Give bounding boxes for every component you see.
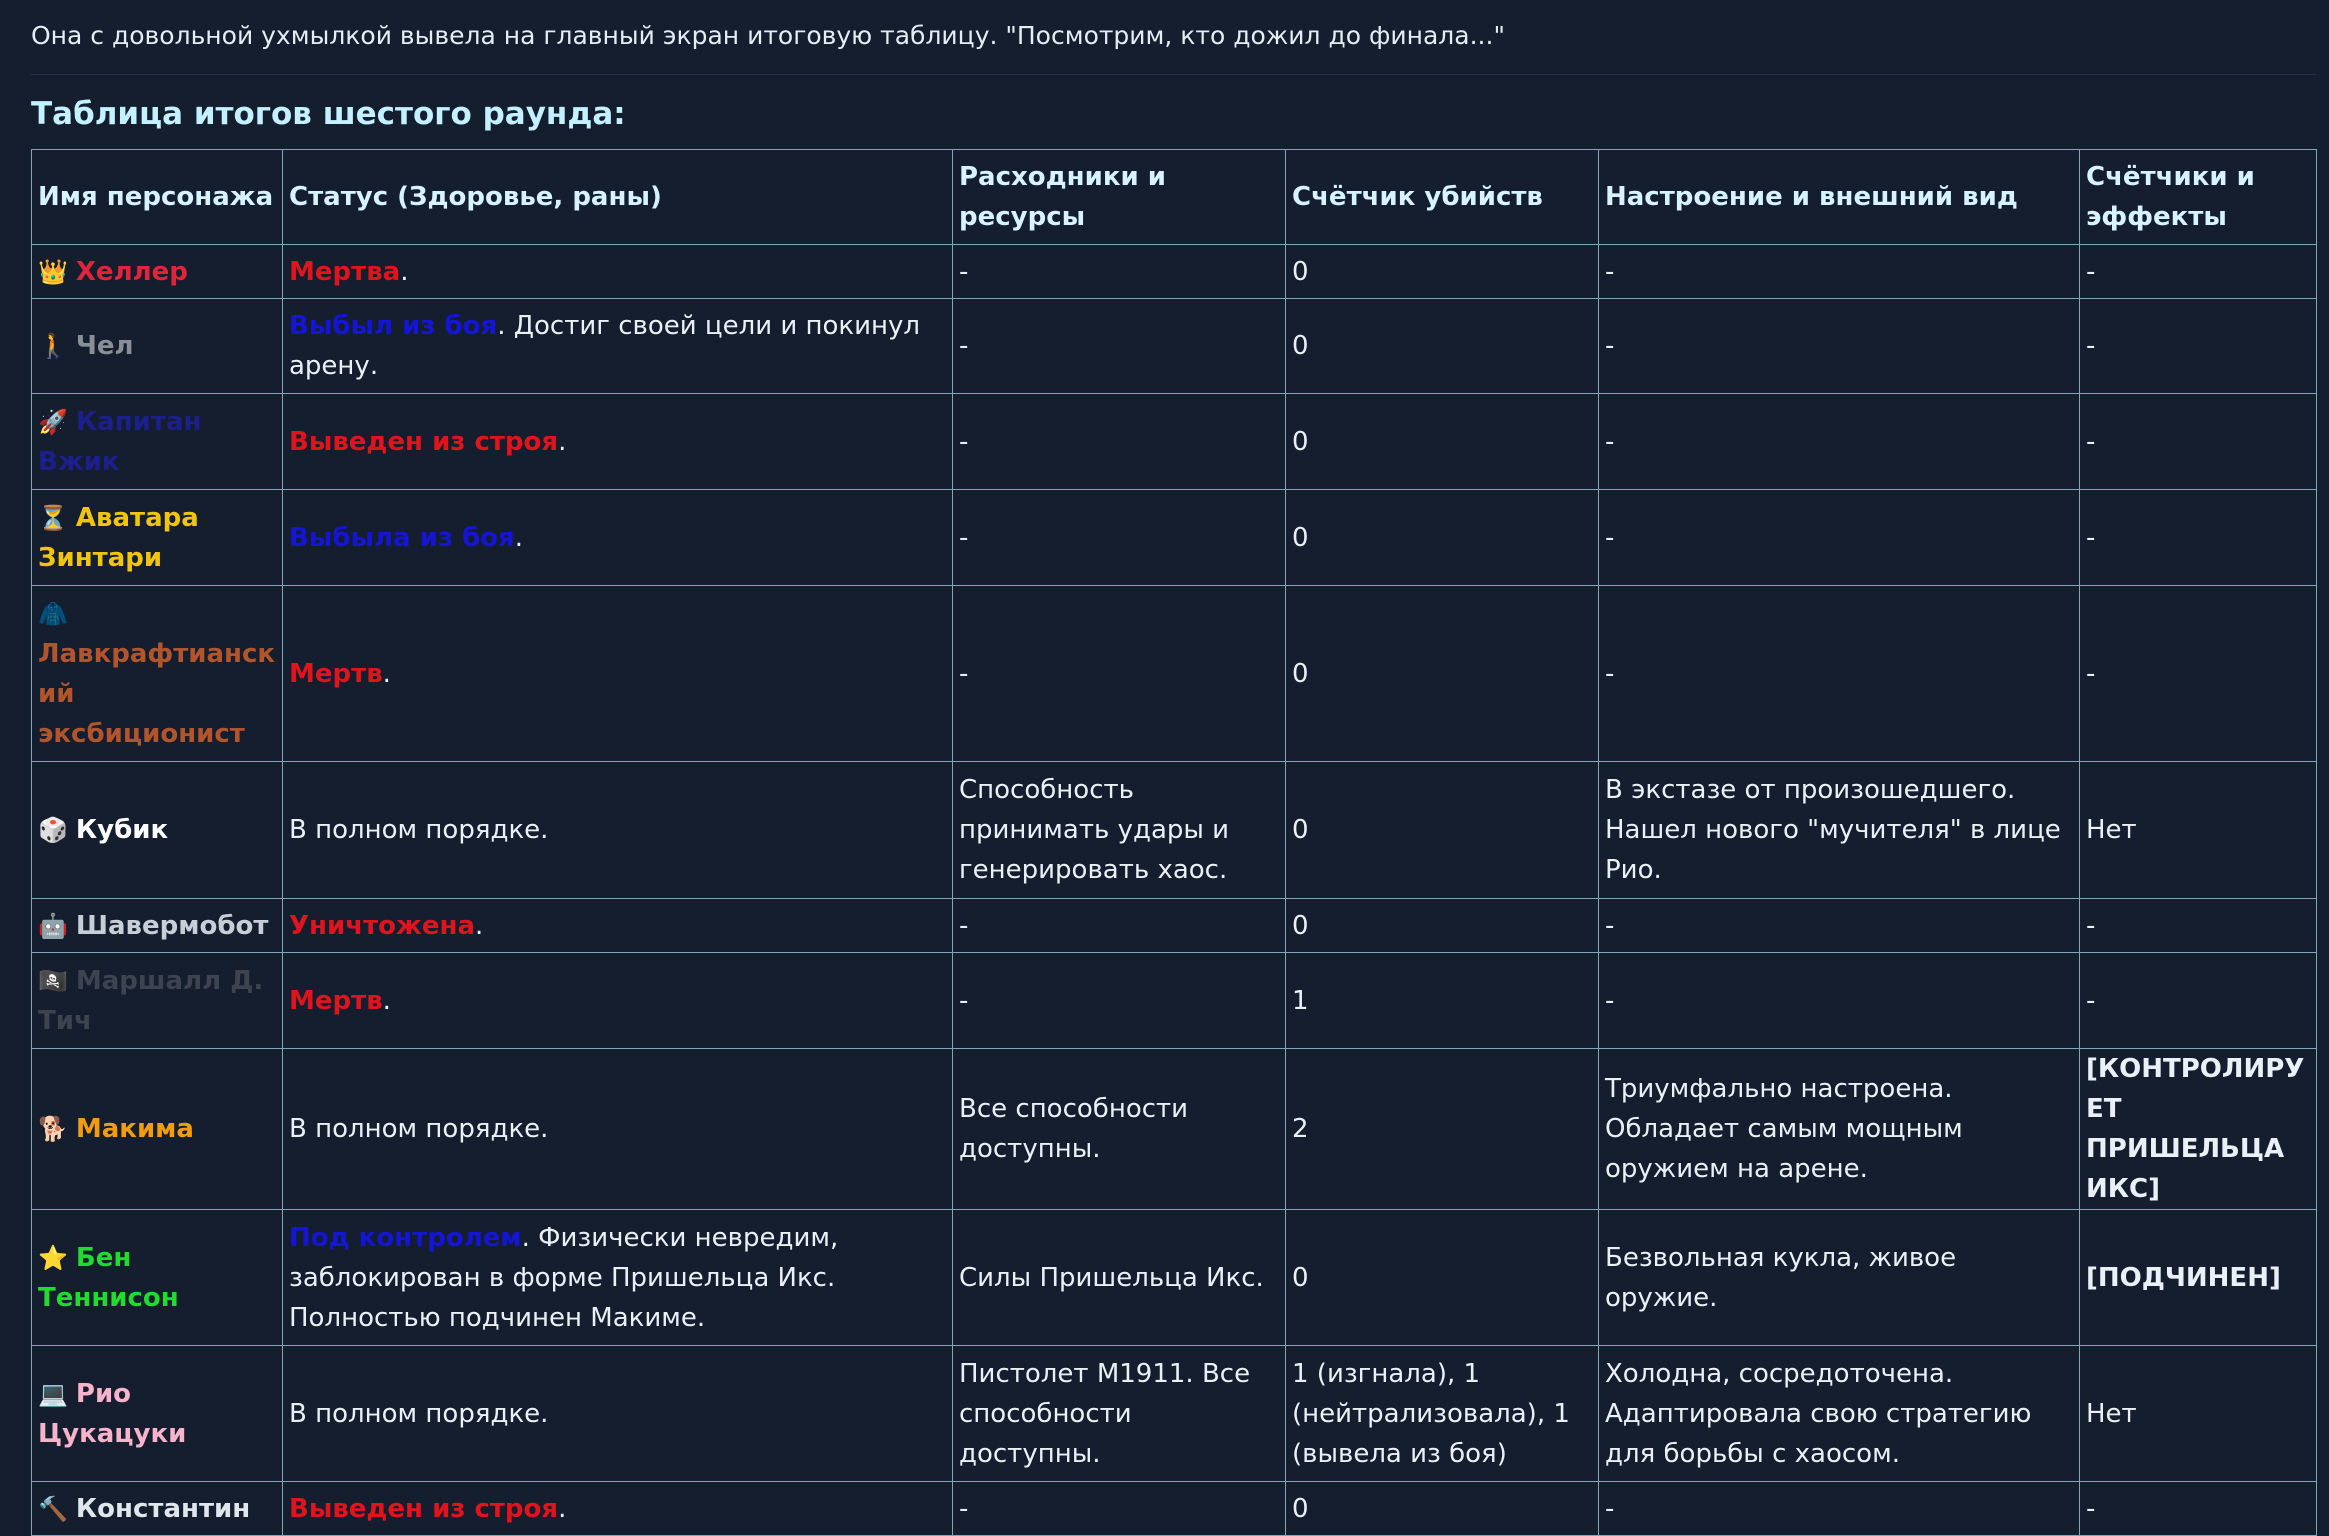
character-name: Макима [75,1114,194,1144]
effects-cell: - [2080,245,2317,299]
status-cell [283,953,953,1049]
robot-icon: 🤖 [38,911,68,940]
hammer-icon: 🔨 [38,1494,68,1523]
resources-cell: - [953,586,1286,762]
character-cell [32,299,283,394]
kills-cell: 0 [1286,1210,1599,1346]
status-badge: Мертв [289,985,383,1016]
header-resources: Расходники и ресурсы [953,150,1286,245]
resources-cell: Пистолет M1911. Все способности доступны. [953,1346,1286,1482]
kills-cell: 0 [1286,490,1599,586]
status-text: . Физически невредим, заблокирован в форме Пришельца Икс. Полностью подчинен Макиме. [289,1222,839,1333]
effects-cell: - [2080,394,2317,490]
kills-cell: 2 [1286,1049,1599,1210]
table-row [32,1346,2317,1482]
status-badge: Выведен из строя [289,426,559,457]
status-text: . [400,256,409,287]
status-badge: Выбыла из боя [289,522,515,553]
pirate-flag-icon: 🏴‍☠️ [38,966,68,995]
character-name: Маршалл Д. Тич [38,965,264,1036]
kills-cell: 0 [1286,1482,1599,1536]
mood-cell: - [1599,299,2080,394]
resources-cell: - [953,245,1286,299]
status-cell [283,586,953,762]
resources-cell: - [953,490,1286,586]
status-cell [283,394,953,490]
character-cell [32,953,283,1049]
kills-cell: 0 [1286,299,1599,394]
character-cell [32,1049,283,1210]
status-text: В полном порядке. [289,1398,549,1429]
kills-cell: 0 [1286,245,1599,299]
status-cell [283,1049,953,1210]
header-effects: Счётчики и эффекты [2080,150,2317,245]
table-row [32,762,2317,899]
resources-cell: Силы Пришельца Икс. [953,1210,1286,1346]
effects-cell: [ПОДЧИНЕН] [2080,1210,2317,1346]
kills-cell: 1 (изгнала), 1 (нейтрализовала), 1 (вывела из боя) [1286,1346,1599,1482]
effects-cell: - [2080,490,2317,586]
character-name: Лавкрафтианский эксбиционист [38,638,276,749]
status-badge: Мертва [289,256,401,287]
mood-cell: - [1599,394,2080,490]
resources-cell: Все способности доступны. [953,1049,1286,1210]
effects-cell: Нет [2080,1346,2317,1482]
character-name: Кубик [75,815,169,845]
table-row [32,586,2317,762]
resources-cell: - [953,953,1286,1049]
status-cell [283,245,953,299]
resources-cell: - [953,899,1286,953]
coat-icon: 🧥 [38,599,68,628]
resources-cell: Способность принимать удары и генерировать хаос. [953,762,1286,899]
character-name: Капитан Вжик [38,406,202,477]
status-text: . [475,910,484,941]
status-badge: Уничтожена [289,910,476,941]
laptop-icon: 💻 [38,1379,68,1408]
intro-text: Она с довольной ухмылкой вывела на главный экран итоговую таблицу. "Посмотрим, кто дожил до финала..." [31,0,2316,75]
character-cell [32,1346,283,1482]
kills-cell: 0 [1286,394,1599,490]
mood-cell: Холодна, сосредоточена. Адаптировала свою стратегию для борьбы с хаосом. [1599,1346,2080,1482]
header-mood: Настроение и внешний вид [1599,150,2080,245]
effects-cell: - [2080,953,2317,1049]
mood-cell: - [1599,953,2080,1049]
table-row [32,953,2317,1049]
status-cell [283,1210,953,1346]
rocket-icon: 🚀 [38,407,68,436]
hourglass-icon: ⏳ [38,503,68,532]
resources-cell: - [953,394,1286,490]
character-name: Константин [75,1493,251,1524]
status-badge: Выбыл из боя [289,311,498,341]
status-badge: Выведен из строя [289,1493,559,1524]
character-name: Рио Цукацуки [38,1378,187,1449]
status-cell [283,490,953,586]
mood-cell: В экстазе от произошедшего. Нашел нового "мучителя" в лице Рио. [1599,762,2080,899]
status-text: . [558,426,567,457]
table-row [32,299,2317,394]
effects-cell: - [2080,899,2317,953]
status-cell [283,1482,953,1536]
status-text: . [558,1493,567,1524]
status-cell [283,1346,953,1482]
dog-icon: 🐕 [38,1115,68,1143]
mood-cell: Триумфально настроена. Обладает самым мощным оружием на арене. [1599,1049,2080,1210]
effects-cell: - [2080,1482,2317,1536]
character-name: Бен Теннисон [38,1242,179,1313]
table-row [32,1049,2317,1210]
table-title: Таблица итогов шестого раунда: [31,96,626,132]
crown-icon: 👑 [38,257,68,286]
character-cell [32,394,283,490]
effects-cell: [КОНТРОЛИРУЕТ ПРИШЕЛЬЦА ИКС] [2080,1049,2317,1210]
character-name: Аватара Зинтари [38,502,199,573]
header-status: Статус (Здоровье, раны) [283,150,953,245]
mood-cell: - [1599,245,2080,299]
status-badge: Мертв [289,658,383,689]
mood-cell: - [1599,899,2080,953]
status-text: . [382,985,391,1016]
status-badge: Под контролем [289,1222,522,1253]
status-text: . [382,658,391,689]
character-cell [32,490,283,586]
status-text: . [514,522,523,553]
table-row [32,490,2317,586]
walking-person-icon: 🚶 [38,332,68,360]
status-cell [283,299,953,394]
table-row [32,245,2317,299]
table-row [32,899,2317,953]
kills-cell: 0 [1286,586,1599,762]
character-cell [32,1482,283,1536]
character-name: Шавермобот [75,910,269,941]
status-text: В полном порядке. [289,1114,549,1144]
kills-cell: 0 [1286,762,1599,899]
character-cell [32,762,283,899]
character-cell [32,1210,283,1346]
status-text: В полном порядке. [289,815,549,845]
table-row [32,1210,2317,1346]
kills-cell: 0 [1286,899,1599,953]
star-icon: ⭐ [38,1243,68,1272]
mood-cell: - [1599,490,2080,586]
effects-cell: Нет [2080,762,2317,899]
status-text: . Достиг своей цели и покинул арену. [289,311,921,381]
dice-icon: 🎲 [38,816,68,844]
message-content [31,0,2316,1524]
resources-cell: - [953,299,1286,394]
mood-cell: Безвольная кукла, живое оружие. [1599,1210,2080,1346]
effects-cell: - [2080,586,2317,762]
mood-cell: - [1599,1482,2080,1536]
mood-cell: - [1599,586,2080,762]
kills-cell: 1 [1286,953,1599,1049]
header-kills: Счётчик убийств [1286,150,1599,245]
character-cell [32,586,283,762]
table-row [32,1482,2317,1536]
resources-cell: - [953,1482,1286,1536]
character-cell [32,899,283,953]
status-cell [283,762,953,899]
character-name: Чел [75,331,134,361]
character-cell [32,245,283,299]
results-table [31,149,2317,1536]
table-row [32,394,2317,490]
character-name: Хеллер [75,256,188,287]
effects-cell: - [2080,299,2317,394]
header-name: Имя персонажа [32,150,283,245]
header-row [32,150,2317,245]
status-cell [283,899,953,953]
